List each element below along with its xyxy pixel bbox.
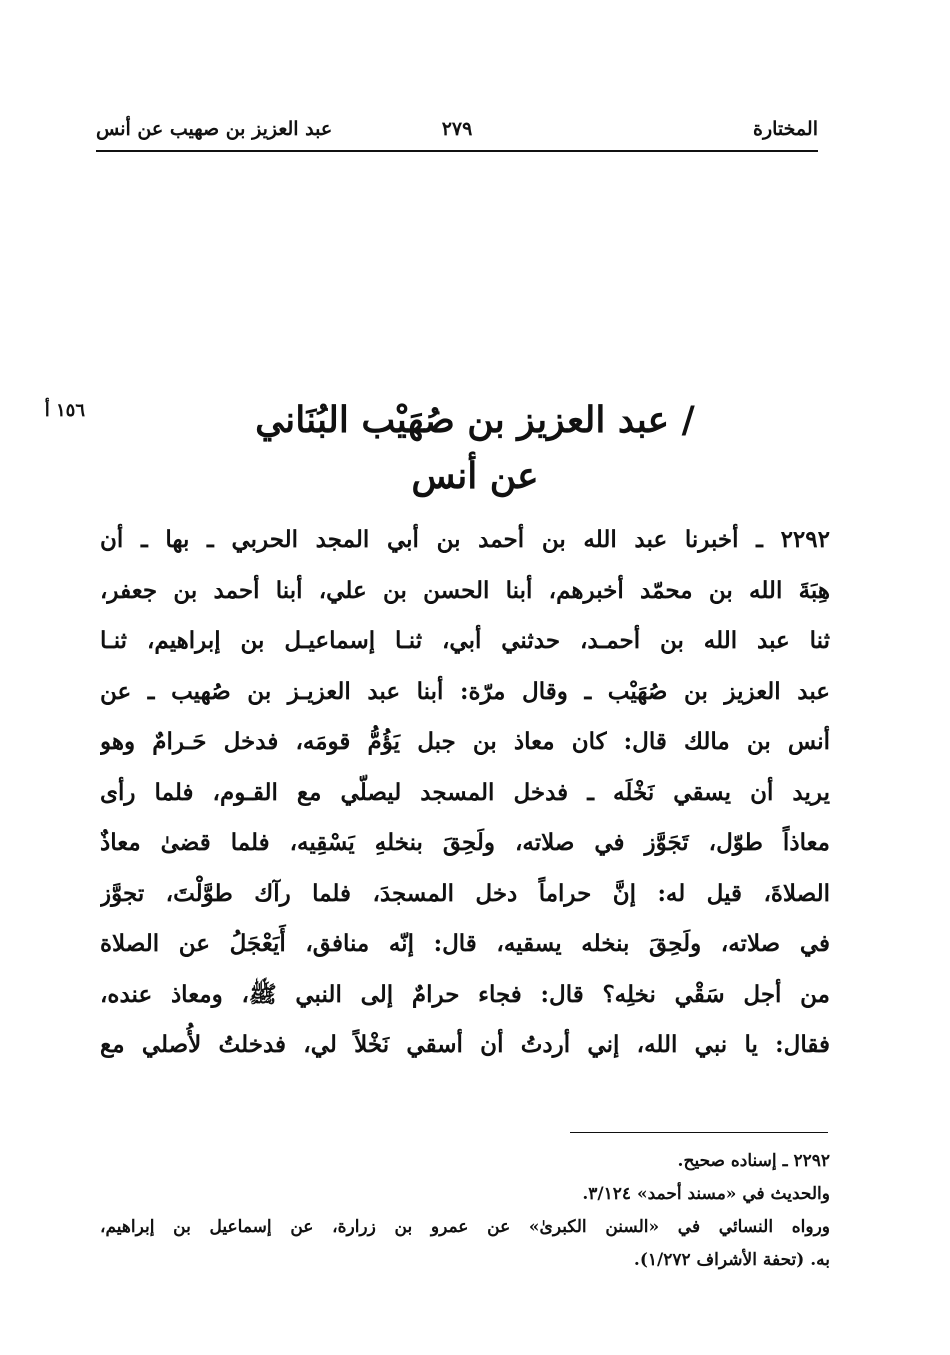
body-line: الصلاةَ، قيل له: إنَّ حراماً دخل المسجدَ، فلما رآك طوَّلْتَ، تجوَّز xyxy=(100,879,830,907)
body-line: ثنا عبد الله بن أحمـد، حدثني أبي، ثنـا إسماعيـل بن إبراهيم، ثنـا xyxy=(100,627,830,654)
footnote-separator xyxy=(570,1132,828,1133)
body-line: هِبَةَ الله بن محمّد أخبرهم، أبنا الحسن بن علي، أبنا أحمد بن جعفر، xyxy=(100,576,830,604)
margin-folio-note: ١٥٦ أ xyxy=(44,400,85,421)
footnote-line: ورواه النسائي في «السنن الكبرىٰ» عن عمرو بن زرارة، عن إسماعيل بن إبراهيم، xyxy=(100,1217,830,1237)
footnote-line: ٢٢٩٢ ـ إسناده صحيح. xyxy=(677,1151,830,1171)
body-line: من أجل سَقْي نخلِه؟ قال: فجاء حرامٌ إلى النبي ﷺ، ومعاذ عنده، xyxy=(100,980,830,1008)
footnote-line: به. (تحفة الأشراف ١/٢٧٢). xyxy=(633,1250,830,1270)
body-line: أنس بن مالك قال: كان معاذ بن جبل يَؤُمُّ قومَه، فدخل حَـرامٌ وهو xyxy=(100,728,830,755)
running-header xyxy=(96,112,818,152)
body-line: فقال: يا نبي الله، إني أردتُ أن أسقي نَخْلاً لي، فدخلتُ لأُصلي مع xyxy=(100,1031,830,1058)
footnote-line: والحديث في «مسند أحمد» ٣/١٢٤. xyxy=(582,1184,830,1204)
body-line: ٢٢٩٢ ـ أخبرنا عبد الله بن أحمد بن أبي المجد الحربي ـ بها ـ أن xyxy=(100,526,830,553)
header-section-title: عبد العزيز بن صهيب عن أنس xyxy=(96,118,333,140)
body-line: في صلاته، ولَحِقَ بنخله يسقيه، قال: إنّه منافق، أَيَعْجَلُ عن الصلاة xyxy=(100,930,830,957)
chapter-title xyxy=(150,392,800,504)
chapter-title-line-1: / عبد العزيز بن صُهَيْب البُنَاني xyxy=(255,399,695,441)
body-line: عبد العزيز بن صُهَيْب ـ وقال مرّة: أبنا عبد العزيـز بن صُهيب ـ عن xyxy=(100,677,830,705)
page-number: ٢٧٩ xyxy=(441,118,473,140)
body-line: معاذاً طوّل، تَجَوَّز في صلاته، ولَحِقَ بنخلهِ يَسْقِيه، فلما قضىٰ معاذٌ xyxy=(100,829,830,856)
footnotes xyxy=(100,1145,830,1277)
hadith-body xyxy=(100,515,830,1071)
header-rule xyxy=(96,150,818,152)
chapter-title-line-2: عن أنس xyxy=(411,455,539,497)
body-line: يريد أن يسقي نَخْلَه ـ فدخل المسجد ليصلّي مع القـوم، فلما رأى xyxy=(100,778,830,806)
header-book-title: المختارة xyxy=(753,118,818,140)
